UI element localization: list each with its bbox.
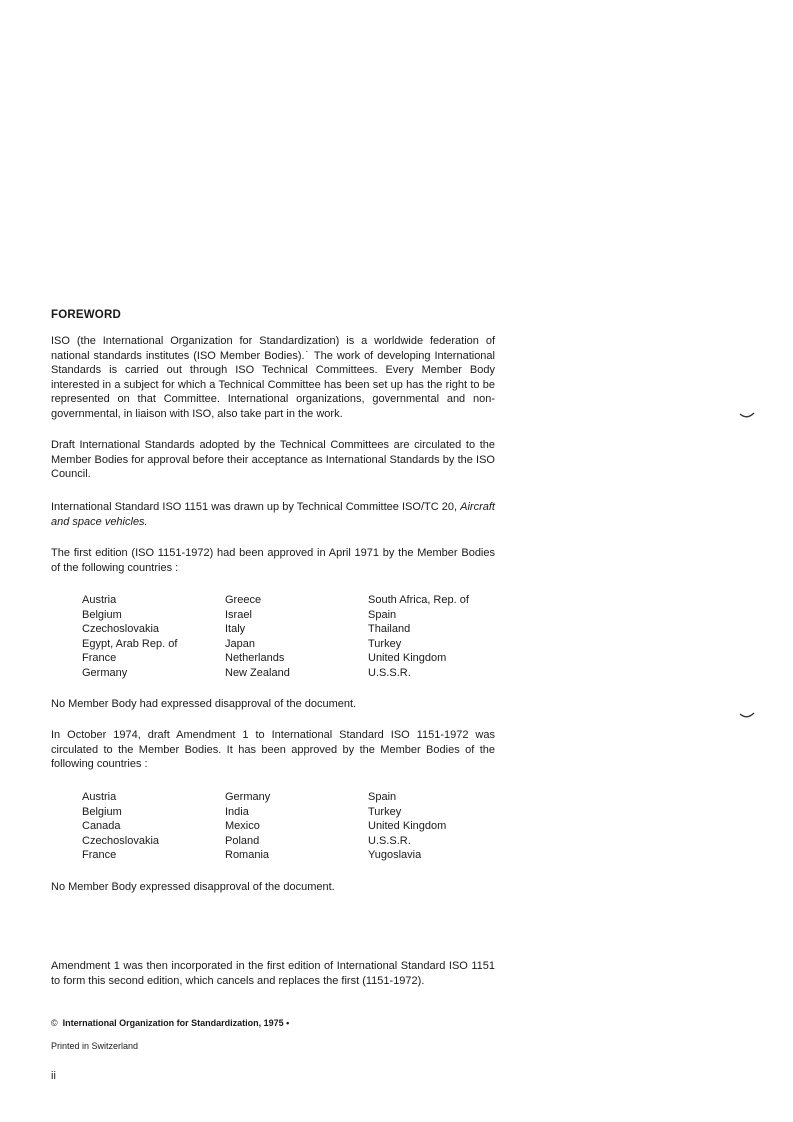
country-item: Egypt, Arab Rep. of bbox=[82, 637, 178, 650]
country-item: Austria bbox=[82, 791, 117, 803]
country-list-amendment bbox=[82, 790, 502, 865]
country-item: Yugoslavia bbox=[368, 849, 422, 862]
paragraph-drawn-up bbox=[51, 500, 495, 529]
country-item: Spain bbox=[368, 791, 397, 803]
paragraph-first-edition: The first edition (ISO 1151-1972) had been approved in April 1971 by the Member Bodies of the following countries : bbox=[51, 547, 495, 574]
country-item: Belgium bbox=[82, 608, 122, 621]
country-column-1 bbox=[82, 593, 177, 681]
country-item: India bbox=[225, 805, 249, 818]
paragraph-amendment-circulated: In October 1974, draft Amendment 1 to International Standard ISO 1151-1972 was circulated to the Member Bodies. It has been approved by the Member Bodies of the following countries : bbox=[51, 729, 495, 771]
page-number: ii bbox=[51, 1070, 56, 1082]
foreword-heading: FOREWORD bbox=[51, 309, 121, 321]
paragraph-second-edition: Amendment 1 was then incorporated in the first edition of International Standard ISO 1151 to form this second edition, which cancels and replaces the first (1151-1972). bbox=[51, 960, 495, 987]
country-item: Czechoslovakia bbox=[82, 834, 160, 847]
paragraph-drawn-up-text: International Standard ISO 1151 was drawn up by Technical Committee ISO/TC 20, bbox=[51, 501, 461, 513]
country-column-3 bbox=[368, 593, 469, 681]
country-item: New Zealand bbox=[225, 666, 290, 679]
country-item: Czechoslovakia bbox=[82, 623, 160, 636]
country-item: Japan bbox=[225, 637, 255, 650]
country-item: Canada bbox=[82, 820, 121, 833]
country-item: Poland bbox=[225, 834, 260, 847]
paragraph-draft-standards: Draft International Standards adopted by the Technical Committees are circulated to the Member Bodies for approval before their acceptance as International Standards by the ISO Council. bbox=[51, 439, 495, 481]
country-item: Netherlands bbox=[225, 652, 285, 665]
country-item: United Kingdom bbox=[368, 652, 447, 665]
committee-title: Aircraft and space vehicles. bbox=[51, 501, 495, 528]
country-item: Thailand bbox=[368, 623, 411, 636]
country-item: Greece bbox=[225, 594, 262, 606]
country-item: Romania bbox=[225, 849, 270, 862]
country-item: Spain bbox=[368, 608, 397, 621]
country-column-3 bbox=[368, 790, 446, 863]
country-item: Mexico bbox=[225, 820, 260, 833]
margin-mark-icon bbox=[739, 412, 755, 420]
country-item: Germany bbox=[82, 666, 128, 679]
country-item: U.S.S.R. bbox=[368, 834, 411, 847]
paragraph-iso-intro: ISO (the International Organization for Standardization) is a worldwide federation of national standards institutes (ISO Member Bodies).˙ The work of developing International Standards is carried out through ISO Technical Committees. Every Member Body interested in a subject for which a Technical Committee has been set up has the right to be represented on that Committee. International organizations, governmental and non-governmental, in liaison with ISO, also take part in the work. bbox=[51, 335, 495, 420]
country-item: Israel bbox=[225, 608, 252, 621]
country-item: France bbox=[82, 849, 117, 862]
country-item: United Kingdom bbox=[368, 820, 447, 833]
country-item: Italy bbox=[225, 623, 246, 636]
country-item: U.S.S.R. bbox=[368, 666, 411, 679]
country-item: Turkey bbox=[368, 637, 402, 650]
country-column-1 bbox=[82, 790, 159, 863]
country-column-2 bbox=[225, 593, 290, 681]
country-item: South Africa, Rep. of bbox=[368, 594, 469, 606]
margin-mark-icon bbox=[739, 712, 755, 720]
copyright-symbol: © bbox=[51, 1018, 58, 1028]
country-item: Belgium bbox=[82, 805, 122, 818]
country-item: Austria bbox=[82, 594, 117, 606]
country-column-2 bbox=[225, 790, 270, 863]
country-item: Germany bbox=[225, 791, 271, 803]
printed-in: Printed in Switzerland bbox=[51, 1041, 139, 1051]
copyright-text: International Organization for Standardization, 1975 • bbox=[62, 1018, 290, 1028]
country-list-first-edition bbox=[82, 593, 502, 683]
copyright-line bbox=[51, 1018, 289, 1028]
country-item: France bbox=[82, 652, 117, 665]
paragraph-no-disapproval-1: No Member Body had expressed disapproval of the document. bbox=[51, 698, 357, 710]
country-item: Turkey bbox=[368, 805, 402, 818]
paragraph-no-disapproval-2: No Member Body expressed disapproval of the document. bbox=[51, 881, 335, 893]
